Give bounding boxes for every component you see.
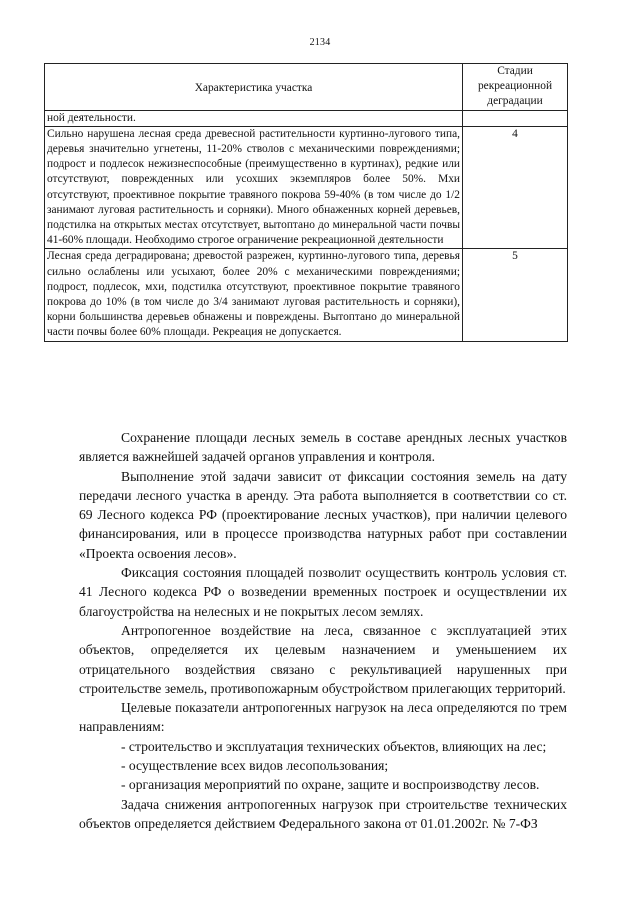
table-header-row (45, 64, 568, 111)
body-text (79, 428, 567, 833)
page-number: 2134 (309, 37, 331, 48)
continuation-text: ной деятельности. (45, 110, 463, 126)
table-continuation-row (45, 110, 568, 126)
row-description: Лесная среда деградирована; древостой разрежен, куртинно-лугового типа, деревья сильно ослаблены или усыхают, более 20% с механическими повреждениями; подрост, подлесок, мхи, подстилка отсутствуют, проективное покрытие травяного покрова до 10% (в том числе до 3/4 занимают луговая растительность и сорняки), корни большинства деревьев обнажены и повреждены. Вытоптано до минеральной части почвы более 60% площади. Рекреация не допускается. (45, 249, 463, 341)
list-item: - осуществление всех видов лесопользования; (121, 758, 389, 774)
continuation-stage-empty (463, 110, 568, 126)
row-stage: 5 (463, 249, 568, 341)
list-item: - организация мероприятий по охране, защите и воспроизводству лесов. (121, 777, 540, 793)
list-item: - строительство и эксплуатация технических объектов, влияющих на лес; (121, 738, 547, 754)
table-row (45, 126, 568, 249)
paragraph: Целевые показатели антропогенных нагрузок на леса определяются по трем направлениям: (79, 700, 567, 735)
row-description: Сильно нарушена лесная среда древесной растительности куртинно-лугового типа, деревья значительно угнетены, 11-20% стволов с механическими повреждениями; подрост и подлесок нежизнеспособные (преимущественно в куртинах), редкие или отсутствуют, поврежденных или усохших экземпляров более 50%. Мхи отсутствуют, проективное покрытие травяного покрова 59-40% (в том числе до 1/2 занимают луговая растительность и сорняки). Много обнаженных корней деревьев, подстилка на открытых местах отсутствует, вытоптано до минеральной части почвы 41-60% площади. Необходимо строгое ограничение рекреационной деятельности (45, 126, 463, 249)
paragraph: Выполнение этой задачи зависит от фиксации состояния земель на дату передачи лесного участка в аренду. Эта работа выполняется в соответствии со ст. 69 Лесного кодекса РФ (проектирование лесных участков), при наличии целевого финансирования, или в процессе производства натурных работ при составлении «Проекта освоения лесов». (79, 468, 567, 561)
paragraph: Фиксация состояния площадей позволит осуществить контроль условия ст. 41 Лесного кодекса РФ о возведении временных построек и осуществлении их благоустройства на нелесных и не покрытых лесом землях. (79, 565, 567, 619)
paragraph: Антропогенное воздействие на леса, связанное с эксплуатацией этих объектов, определяется их целевым назначением и уменьшением их отрицательного воздействия связано с рекультивацией нарушенных при строительстве земель, противопожарным обустройством прилегающих территорий. (79, 622, 567, 696)
header-stage: Стадии рекреационной деградации (463, 64, 568, 111)
paragraph: Сохранение площади лесных земель в составе арендных лесных участков является важнейшей задачей органов управления и контроля. (79, 430, 567, 465)
row-stage: 4 (463, 126, 568, 249)
degradation-table (44, 63, 568, 342)
table-row (45, 249, 568, 341)
final-paragraph: Задача снижения антропогенных нагрузок при строительстве технических объектов определяется действием Федерального закона от 01.01.2002г. № 7-ФЗ (79, 796, 567, 831)
header-description: Характеристика участка (45, 64, 463, 111)
